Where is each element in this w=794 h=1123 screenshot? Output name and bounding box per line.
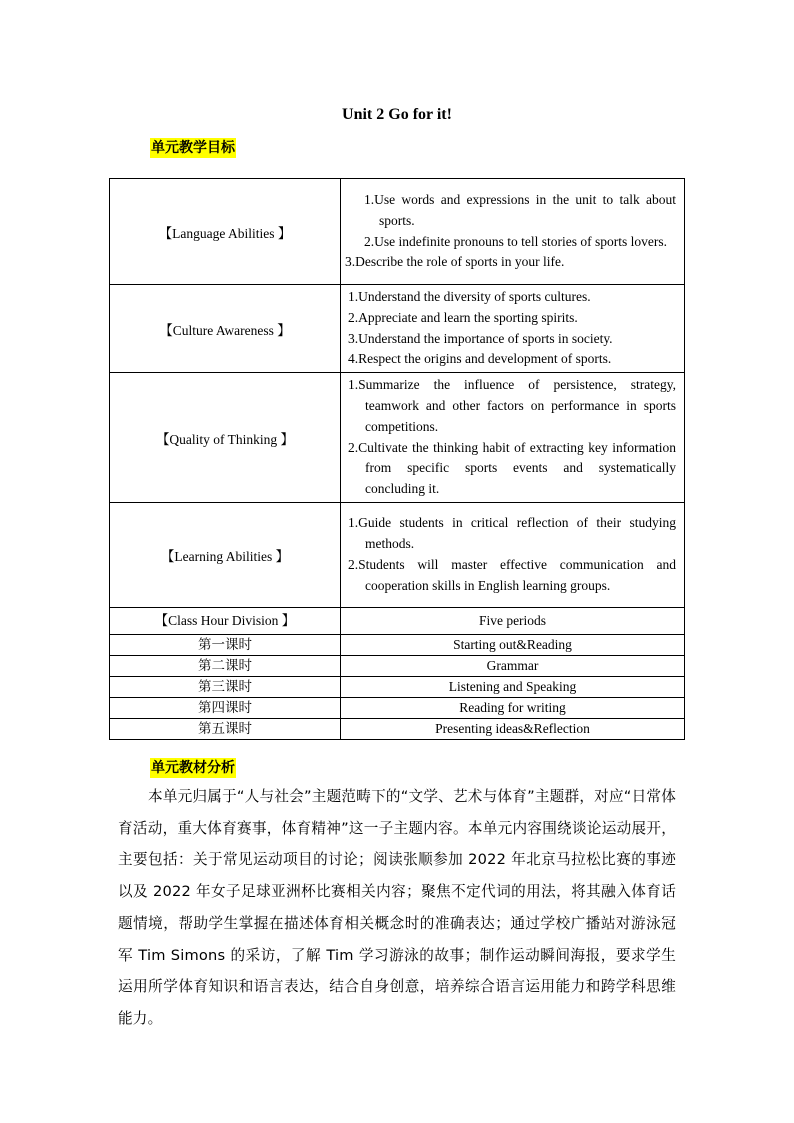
row-content — [341, 502, 685, 607]
list-item: 2.Students will master effective communication and cooperation skills in English learning groups. — [348, 556, 676, 593]
list-item: 1.Understand the diversity of sports cultures. — [348, 289, 591, 304]
list-item: 3.Describe the role of sports in your life. — [345, 254, 565, 270]
row-content — [341, 179, 685, 285]
table-row — [110, 634, 685, 655]
table-row — [110, 179, 685, 285]
list-item: 1.Use words and expressions in the unit to talk about sports. — [364, 191, 676, 228]
analysis-paragraph: 本单元归属于“人与社会”主题范畴下的“文学、艺术与体育”主题群，对应“日常体育活动，重大体育赛事，体育精神”这一子主题内容。本单元内容围绕谈论运动展开，主要包括：关于常见运动项目的讨论；阅读张顺参加 2022 年北京马拉松比赛的事迹以及 2022 年女子足球亚洲杯比赛相关内容；聚焦不定代词的用法，将其融入体育话题情境，帮助学生掌握在描述体育相关概念时的准确表达；通过学校广播站对游泳冠军 Tim Simons 的采访，了解 Tim 学习游泳的故事；制作运动瞬间海报，要求学生运用所学体育知识和语言表达，结合自身创意，培养综合语言运用能力和跨学科思维能力。 — [118, 788, 676, 1027]
period-content: Grammar — [341, 655, 685, 676]
row-label: 【Culture Awareness 】 — [110, 285, 341, 373]
period-content: Presenting ideas&Reflection — [341, 718, 685, 739]
period-label: 第五课时 — [110, 718, 341, 739]
list-item: 2.Appreciate and learn the sporting spirits. — [348, 309, 578, 325]
table-row — [110, 285, 685, 373]
period-label: 第一课时 — [110, 634, 341, 655]
section-heading-objectives: 单元教学目标 — [151, 140, 235, 156]
period-label: 第三课时 — [110, 676, 341, 697]
row-content — [341, 285, 685, 373]
period-content: Starting out&Reading — [341, 634, 685, 655]
period-label: 第二课时 — [110, 655, 341, 676]
list-item: 1.Guide students in critical reflection of their studying methods. — [348, 515, 676, 552]
table-row — [110, 676, 685, 697]
list-item: 4.Respect the origins and development of sports. — [348, 351, 612, 367]
table-row — [110, 697, 685, 718]
section-heading-analysis: 单元教材分析 — [151, 760, 235, 776]
list-item: 1.Summarize the influence of persistence, strategy, teamwork and other factors on performance in sports competitions. — [348, 377, 676, 434]
list-item: 3.Understand the importance of sports in society. — [348, 330, 613, 346]
objectives-table — [109, 178, 685, 740]
list-item: 2.Use indefinite pronouns to tell stories of sports lovers. — [364, 233, 667, 249]
page-title: Unit 2 Go for it! — [342, 106, 452, 123]
table-row — [110, 718, 685, 739]
row-content: Five periods — [341, 607, 685, 634]
period-label: 第四课时 — [110, 697, 341, 718]
list-item: 2.Cultivate the thinking habit of extracting key information from specific sports events and systematically concluding it. — [348, 439, 676, 497]
row-label: 【Quality of Thinking 】 — [110, 373, 341, 503]
table-row — [110, 655, 685, 676]
row-content — [341, 373, 685, 503]
row-label: 【Learning Abilities 】 — [110, 502, 341, 607]
table-row — [110, 373, 685, 503]
table-row — [110, 502, 685, 607]
period-content: Reading for writing — [341, 697, 685, 718]
row-label: 【Class Hour Division 】 — [110, 607, 341, 634]
period-content: Listening and Speaking — [341, 676, 685, 697]
row-label: 【Language Abilities 】 — [110, 179, 341, 285]
table-row — [110, 607, 685, 634]
